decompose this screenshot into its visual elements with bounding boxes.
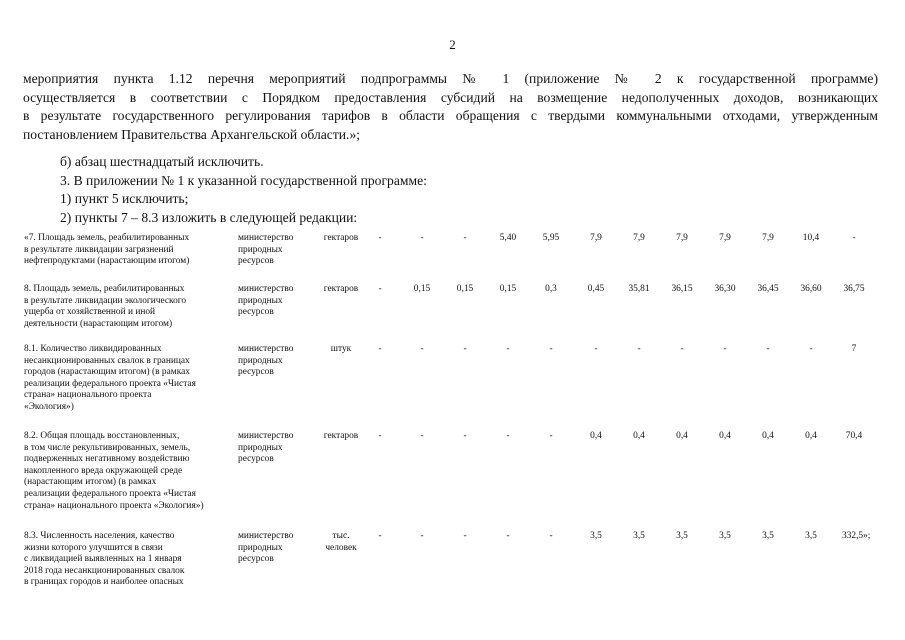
value-cell: 0,15 xyxy=(499,284,517,294)
value-cell: 36,60 xyxy=(800,284,822,294)
value-cell: - xyxy=(378,431,382,441)
item-3: 3. В приложении № 1 к указанной государственной программе: xyxy=(60,172,427,188)
indicator-name-line: в границах городов и наиболее опасных xyxy=(24,577,184,588)
indicator-name-line: 8.2. Общая площадь восстановленных, xyxy=(24,431,180,441)
value-cell: - xyxy=(766,344,770,354)
value-cell: 7,9 xyxy=(762,233,774,243)
value-cell: 7,9 xyxy=(590,233,602,243)
unit-of-measure-line: штук xyxy=(330,344,352,354)
value-cell: 7,9 xyxy=(719,233,731,243)
value-cell: 36,45 xyxy=(757,284,779,294)
responsible-ministry-line: природных xyxy=(238,244,283,255)
value-cell: 0,4 xyxy=(719,431,731,441)
responsible-ministry xyxy=(238,233,310,268)
responsible-ministry-line: министерство xyxy=(238,284,294,294)
value-cell: 0,4 xyxy=(762,431,774,441)
item-2: 2) пункты 7 – 8.3 изложить в следующей редакции: xyxy=(60,209,358,225)
unit-of-measure-line: человек xyxy=(325,542,357,553)
value-cell: - xyxy=(549,431,553,441)
indicator-name-line: нефтепродуктами (нарастающим итогом) xyxy=(24,256,190,267)
value-cell: - xyxy=(463,431,467,441)
value-cell: 3,5 xyxy=(805,531,817,541)
value-cell: - xyxy=(809,344,813,354)
unit-of-measure-line: гектаров xyxy=(323,284,359,294)
value-cell: - xyxy=(723,344,727,354)
intro-line: постановлением Правительства Архангельской области.»; xyxy=(23,126,361,142)
value-cell: 3,5 xyxy=(676,531,688,541)
responsible-ministry-line: природных xyxy=(238,542,283,553)
value-cell: - xyxy=(506,531,510,541)
indicator-name-line: жизни которого улучшится в связи xyxy=(24,542,163,553)
value-cell: 3,5 xyxy=(590,531,602,541)
value-cell: 332,5»; xyxy=(842,531,871,541)
responsible-ministry-line: ресурсов xyxy=(238,454,274,465)
responsible-ministry-line: министерство xyxy=(238,233,294,243)
value-cell: - xyxy=(852,233,856,243)
item-1: 1) пункт 5 исключить; xyxy=(60,191,189,206)
value-cell: - xyxy=(637,344,641,354)
indicator-name-line: (нарастающим итогом) (в рамках xyxy=(24,477,157,488)
indicator-name-line: несанкционированных свалок в границах xyxy=(24,355,190,366)
indicator-name-line: с ликвидацией выявленных на 1 января xyxy=(24,554,182,565)
indicator-name-line: реализации федерального проекта «Чистая xyxy=(24,488,196,499)
value-cell: 36,30 xyxy=(714,284,736,294)
indicator-name xyxy=(24,233,239,268)
value-cell: 7,9 xyxy=(633,233,645,243)
value-cell: - xyxy=(378,531,382,541)
value-cell: - xyxy=(506,344,510,354)
indicator-name-line: в результате ликвидации загрязнений xyxy=(24,244,174,255)
responsible-ministry-line: природных xyxy=(238,355,283,366)
intro-paragraph xyxy=(23,70,878,144)
indicator-name-line: 8.3. Численность населения, качество xyxy=(24,531,175,541)
value-cell: - xyxy=(594,344,598,354)
value-cell: - xyxy=(680,344,684,354)
indicator-name-line: 2018 года несанкционированных свалок xyxy=(24,565,185,576)
indicator-name-line: в результате ликвидации экологического xyxy=(24,295,187,306)
responsible-ministry xyxy=(238,344,310,379)
value-cell: 3,5 xyxy=(633,531,645,541)
responsible-ministry-line: ресурсов xyxy=(238,307,274,318)
value-cell: - xyxy=(463,531,467,541)
responsible-ministry xyxy=(238,431,310,466)
value-cell: 0,4 xyxy=(805,431,817,441)
indicator-name-line: деятельности (нарастающим итогом) xyxy=(24,318,173,329)
value-cell: 0,15 xyxy=(456,284,474,294)
indicator-name-line: в том числе рекультивированных, земель, xyxy=(24,442,191,453)
responsible-ministry-line: природных xyxy=(238,295,283,306)
responsible-ministry-line: министерство xyxy=(238,344,294,354)
responsible-ministry-line: министерство xyxy=(238,531,294,541)
value-cell: - xyxy=(420,531,424,541)
unit-of-measure-line: тыс. xyxy=(332,531,350,541)
indicator-name xyxy=(24,431,239,512)
page-number: 2 xyxy=(449,37,456,52)
value-cell: 5,40 xyxy=(499,233,517,243)
indicator-name-line: реализации федерального проекта «Чистая xyxy=(24,378,196,389)
value-cell: - xyxy=(463,233,467,243)
responsible-ministry-line: ресурсов xyxy=(238,554,274,565)
value-cell: - xyxy=(420,344,424,354)
value-cell: 36,15 xyxy=(671,284,693,294)
indicator-name xyxy=(24,344,239,414)
value-cell: - xyxy=(378,344,382,354)
value-cell: 35,81 xyxy=(628,284,650,294)
value-cell: - xyxy=(549,344,553,354)
intro-line: в результате государственного регулирования тарифов в области обращения с твердыми коммунальными отходами, утвержденным xyxy=(23,108,878,123)
value-cell: 0,4 xyxy=(633,431,645,441)
value-cell: - xyxy=(463,344,467,354)
responsible-ministry-line: природных xyxy=(238,442,283,453)
indicator-name-line: страна» национального проекта xyxy=(24,390,152,401)
value-cell: 10,4 xyxy=(802,233,820,243)
value-cell: - xyxy=(378,284,382,294)
indicator-name-line: 8.1. Количество ликвидированных xyxy=(24,344,162,354)
indicator-name-line: 8. Площадь земель, реабилитированных xyxy=(24,284,185,294)
indicator-name-line: «Экология») xyxy=(24,401,74,412)
value-cell: - xyxy=(420,233,424,243)
indicator-name xyxy=(24,531,239,589)
indicator-name-line: городов (нарастающим итогом) (в рамках xyxy=(24,367,190,378)
value-cell: 0,4 xyxy=(676,431,688,441)
value-cell: 0,45 xyxy=(587,284,605,294)
indicator-name-line: «7. Площадь земель, реабилитированных xyxy=(24,233,190,243)
value-cell: - xyxy=(549,531,553,541)
intro-line: осуществляется в соответствии с Порядком предоставления субсидий на возмещение недополученных доходов, возникающих xyxy=(23,89,878,105)
value-cell: 3,5 xyxy=(762,531,774,541)
responsible-ministry xyxy=(238,531,310,566)
value-cell: 7 xyxy=(851,344,857,354)
value-cell: - xyxy=(378,233,382,243)
value-cell: 0,15 xyxy=(413,284,431,294)
value-cell: - xyxy=(506,431,510,441)
indicator-name-line: накопленного вреда окружающей среде xyxy=(24,465,183,476)
indicator-name-line: ущерба от хозяйственной и иной xyxy=(24,307,156,318)
value-cell: 36,75 xyxy=(843,284,865,294)
value-cell: 5,95 xyxy=(542,233,560,243)
value-cell: - xyxy=(420,431,424,441)
unit-of-measure-line: гектаров xyxy=(323,431,359,441)
value-cell: 0,3 xyxy=(545,284,557,294)
indicator-name-line: подверженных негативному воздействию xyxy=(24,454,190,465)
intro-line: мероприятия пункта 1.12 перечня мероприятий подпрограммы № 1 (приложение № 2 к государственной программе) xyxy=(23,71,878,86)
value-cell: 7,9 xyxy=(676,233,688,243)
value-cell: 70,4 xyxy=(845,431,863,441)
unit-of-measure-line: гектаров xyxy=(323,233,359,243)
responsible-ministry-line: ресурсов xyxy=(238,256,274,267)
indicator-name xyxy=(24,284,239,330)
item-b: б) абзац шестнадцатый исключить. xyxy=(60,154,264,169)
responsible-ministry xyxy=(238,284,310,319)
responsible-ministry-line: ресурсов xyxy=(238,367,274,378)
responsible-ministry-line: министерство xyxy=(238,431,294,441)
indicator-name-line: страна» национального проекта «Экология») xyxy=(24,500,204,511)
value-cell: 0,4 xyxy=(590,431,602,441)
value-cell: 3,5 xyxy=(719,531,731,541)
